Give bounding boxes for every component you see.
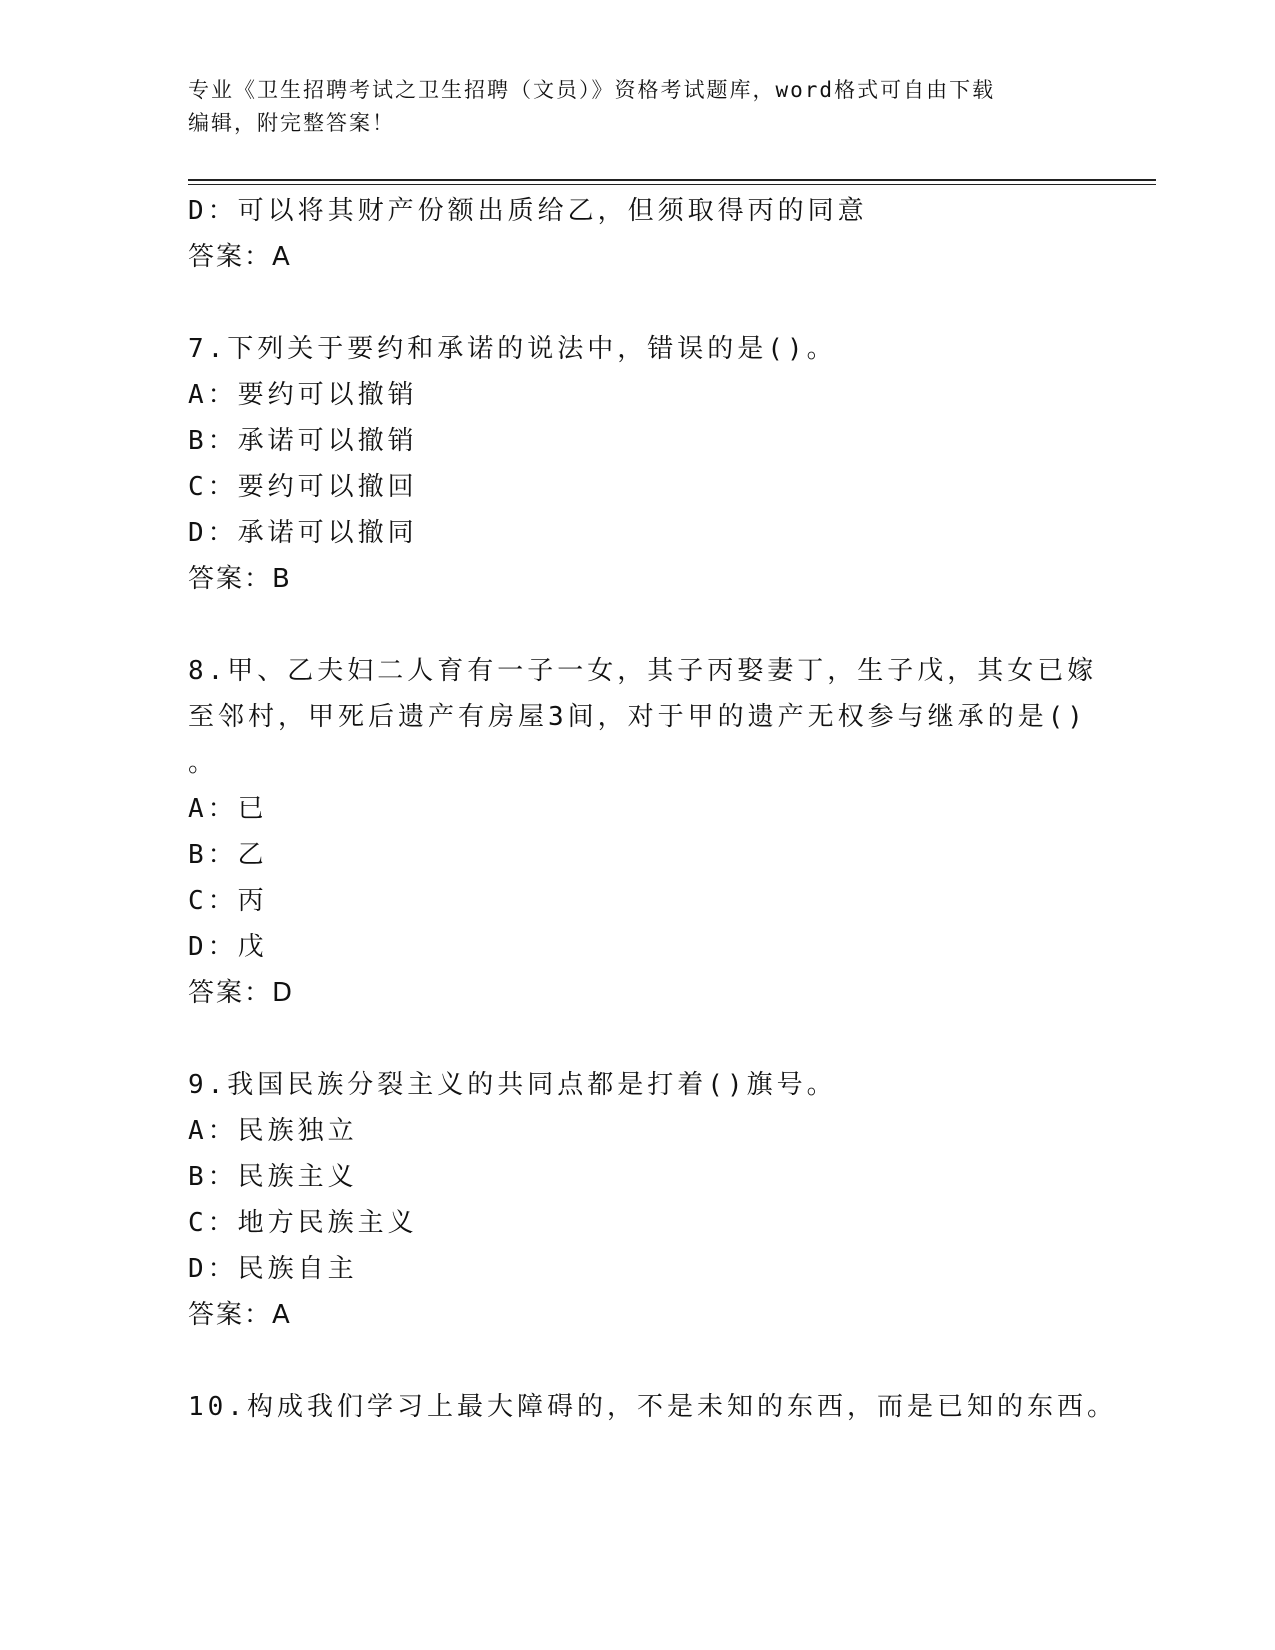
option-d: D：民族自主 <box>188 1254 358 1284</box>
question-stem: 10.构成我们学习上最大障碍的，不是未知的东西，而是已知的东西。 <box>188 1392 1117 1422</box>
spacer <box>188 280 1088 326</box>
spacer <box>188 1016 1088 1062</box>
question-stem-line-2: 至邻村，甲死后遗产有房屋3间，对于甲的遗产无权参与继承的是() <box>188 702 1087 732</box>
question-10 <box>188 1384 1117 1430</box>
question-6-tail <box>188 188 1088 280</box>
option-c: C：丙 <box>188 886 268 916</box>
answer: 答案：B <box>188 564 292 594</box>
option-c: C：地方民族主义 <box>188 1208 418 1238</box>
option-a: A：要约可以撤销 <box>188 380 418 410</box>
option-a: A：已 <box>188 794 268 824</box>
header-divider-thin <box>188 184 1156 185</box>
header-line-1: 专业《卫生招聘考试之卫生招聘（文员）》资格考试题库，word格式可自由下载 <box>188 78 996 102</box>
option-d: D：可以将其财产份额出质给乙，但须取得丙的同意 <box>188 196 868 226</box>
spacer <box>188 602 1088 648</box>
question-stem: 7.下列关于要约和承诺的说法中，错误的是()。 <box>188 334 837 364</box>
document-body <box>188 188 1117 1430</box>
option-d: D：承诺可以撤同 <box>188 518 418 548</box>
header-line-2: 编辑，附完整答案！ <box>188 111 395 135</box>
answer: 答案：D <box>188 978 295 1008</box>
answer: 答案：A <box>188 242 292 272</box>
option-d: D：戊 <box>188 932 268 962</box>
document-header <box>188 74 1088 140</box>
question-8 <box>188 648 1098 1016</box>
question-stem-line-3: 。 <box>188 748 219 778</box>
option-b: B：民族主义 <box>188 1162 358 1192</box>
question-stem: 9.我国民族分裂主义的共同点都是打着()旗号。 <box>188 1070 837 1100</box>
option-b: B：乙 <box>188 840 268 870</box>
option-b: B：承诺可以撤销 <box>188 426 418 456</box>
header-divider-thick <box>188 179 1156 181</box>
question-7 <box>188 326 1088 602</box>
question-stem-line-1: 8.甲、乙夫妇二人育有一子一女，其子丙娶妻丁，生子戊，其女已嫁 <box>188 656 1098 686</box>
spacer <box>188 1338 1088 1384</box>
option-a: A：民族独立 <box>188 1116 358 1146</box>
question-9 <box>188 1062 1088 1338</box>
option-c: C：要约可以撤回 <box>188 472 418 502</box>
answer: 答案：A <box>188 1300 292 1330</box>
